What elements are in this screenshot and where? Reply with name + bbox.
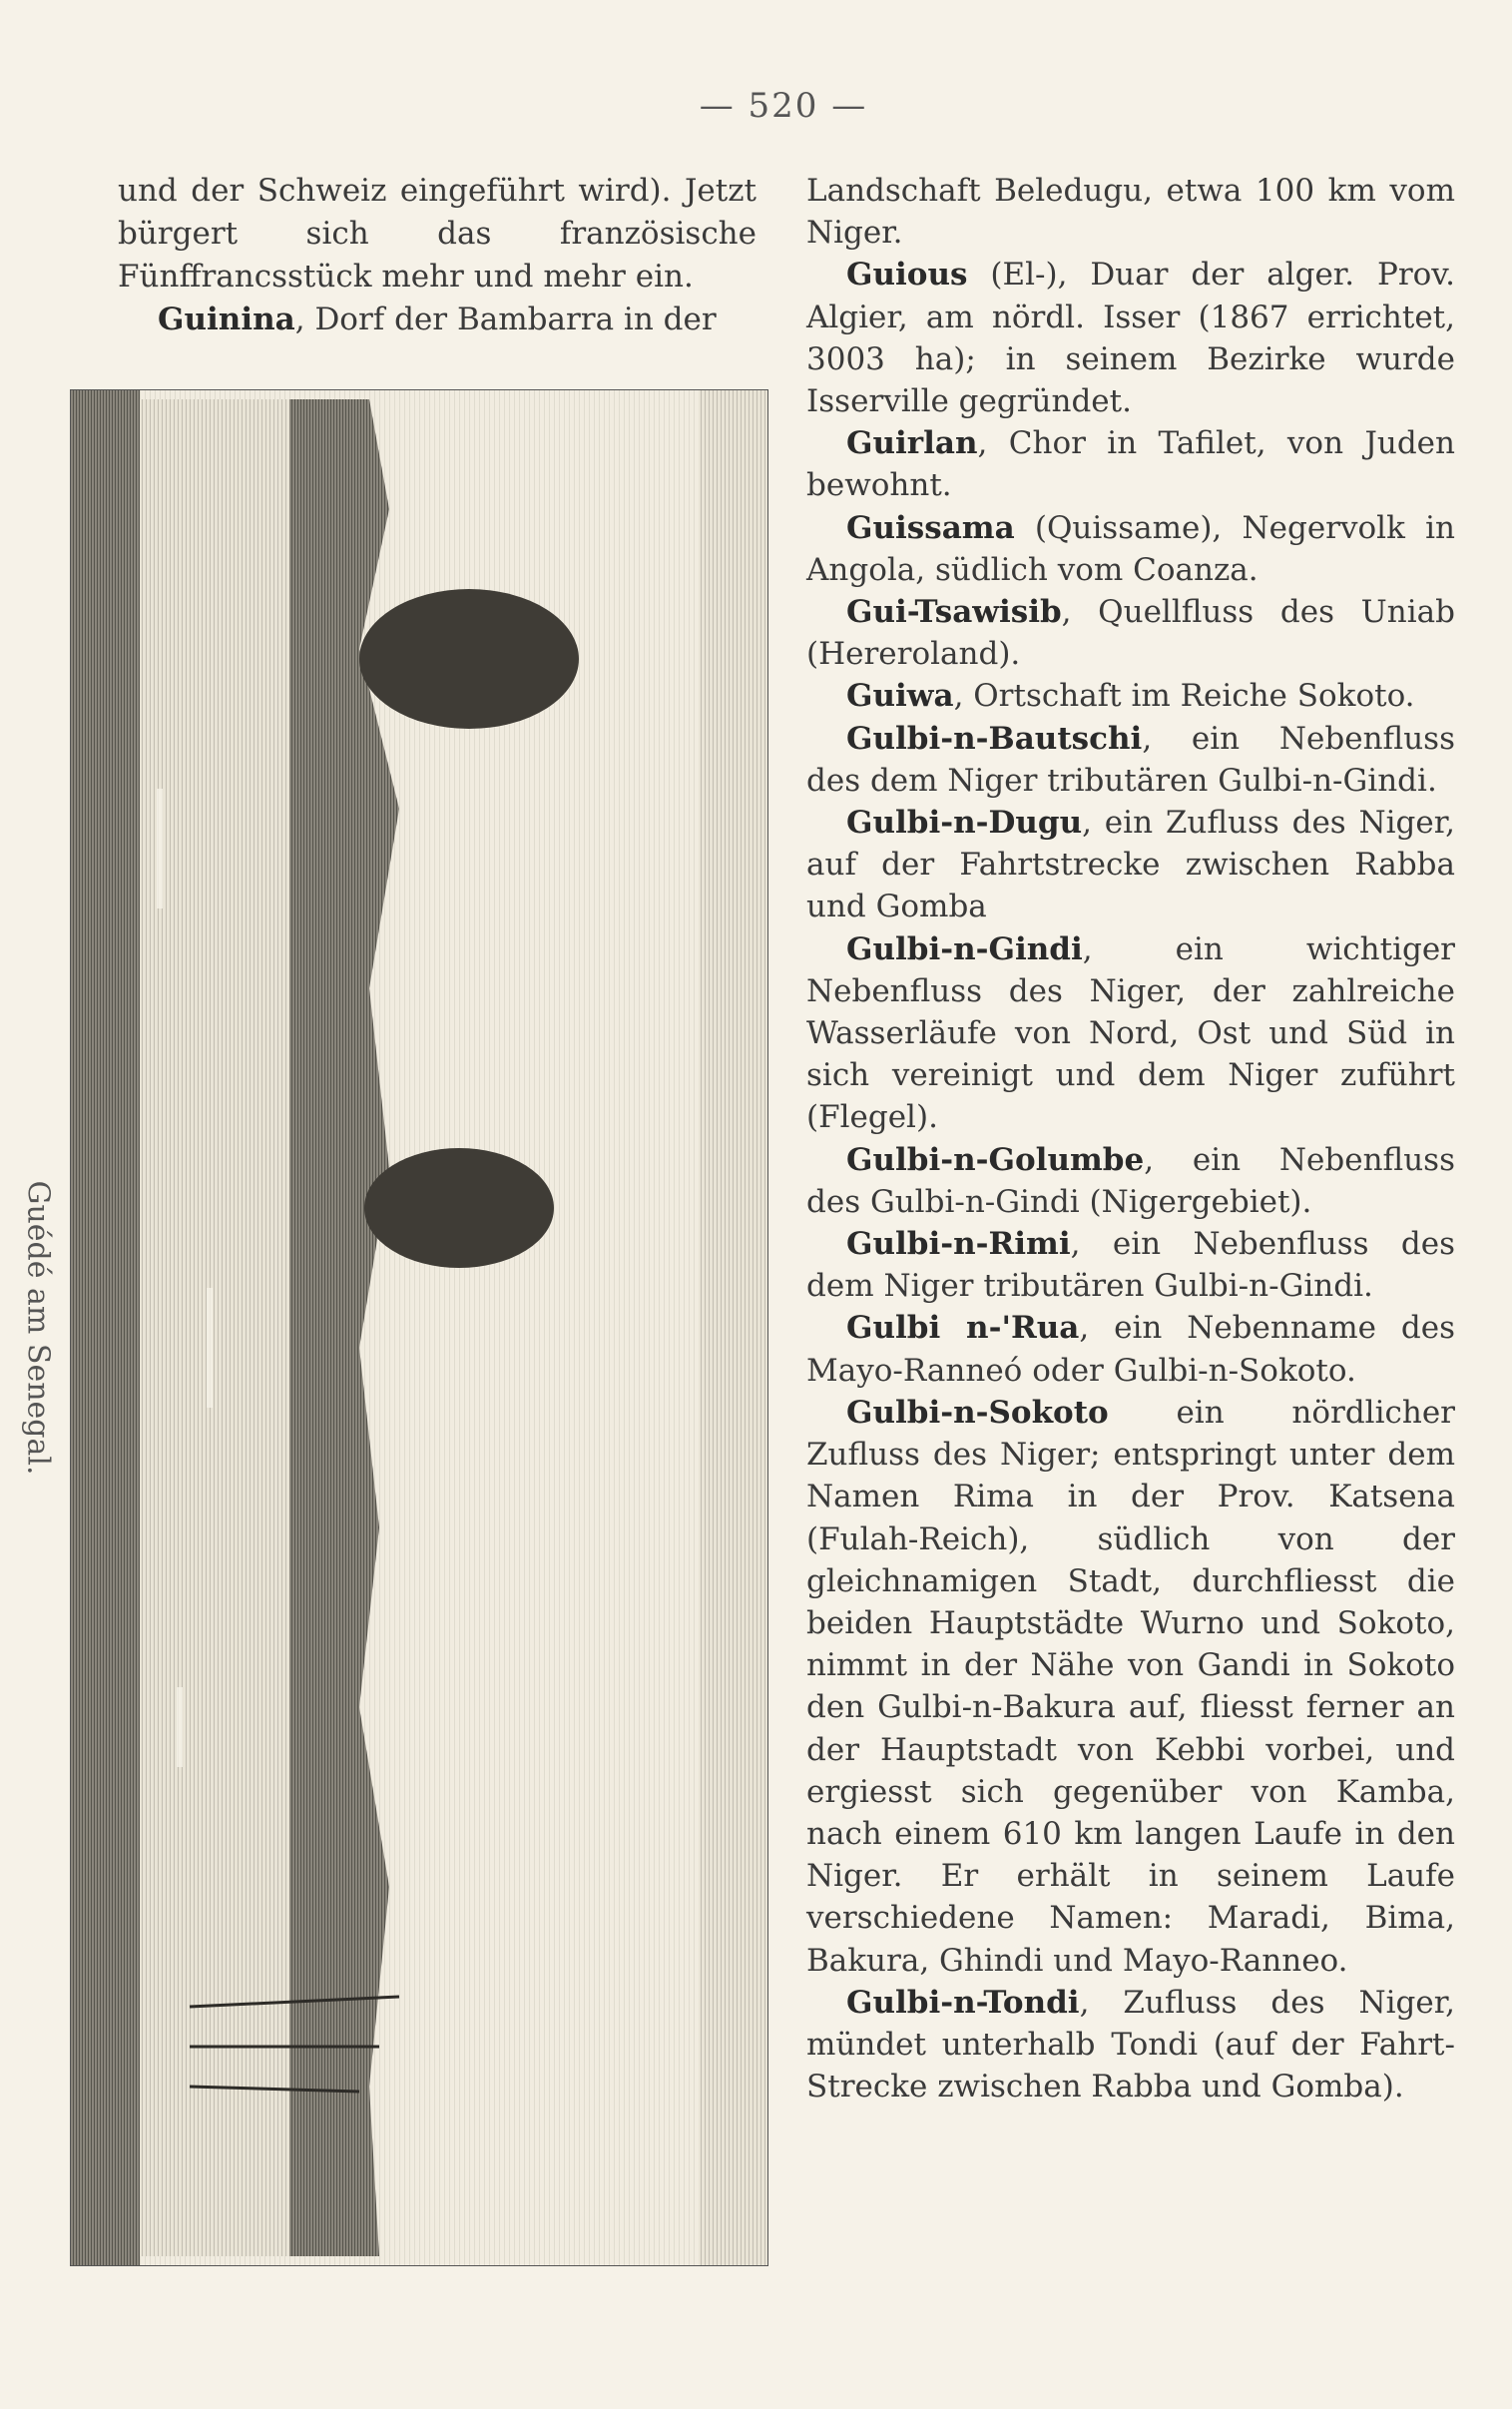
- engraving-illustration: [70, 389, 768, 2266]
- entry-body: , ein Zufluss des Niger, auf der Fahrtstrecke zwischen Rabba und Gomba: [806, 805, 1455, 925]
- tree-upper: [359, 589, 579, 729]
- entry-headword: Guissama: [846, 509, 1015, 546]
- page-number: — 520 —: [699, 86, 868, 126]
- entry-body: , Chor in Tafilet, von Juden bewohnt.: [806, 425, 1455, 504]
- right-column-text: [806, 170, 1455, 2108]
- entry-guirlan: [806, 422, 1455, 506]
- illustration-caption: [8, 1158, 68, 1498]
- entry-headword: Gulbi n-'Rua: [846, 1310, 1080, 1347]
- entry-body: , Zufluss des Niger, mündet unterhalb Tondi (auf der Fahrt-Strecke zwischen Rabba und Gomba).: [806, 1984, 1455, 2106]
- foreground-shore: [70, 389, 140, 2266]
- entry-gulbi-n-tondi: [806, 1982, 1455, 2108]
- caption-text: Guédé am Senegal.: [20, 1180, 56, 1476]
- entry-headword: Guious: [846, 257, 968, 294]
- entry-guious: [806, 254, 1455, 422]
- entry-body: , Ortschaft im Reiche Sokoto.: [953, 678, 1415, 715]
- entry-body: , ein Nebenfluss des dem Niger tributären Gulbi-n-Gindi.: [806, 720, 1455, 799]
- entry-guissama: [806, 507, 1455, 591]
- entry-body: ein nördlicher Zufluss des Niger; entspringt unter dem Namen Rima in der Prov. Katsena (Fulah-Reich), südlich von der gleichnamigen Stadt, durchfliesst die beiden Hauptstädte Wurno und Sokoto, nimmt in der Nähe von Gandi in Sokoto den Gulbi-n-Bakura auf, fliesst ferner an der Hauptstadt von Kebbi vorbei, und ergiesst sich gegenüber von Kamba, nach einem 610 km langen Laufe in den Niger. Er erhält in seinem Laufe verschiedene Namen: Maradi, Bima, Bakura, Ghindi und Mayo-Ranneo.: [806, 1394, 1455, 1979]
- entry-headword: Guiwa: [846, 678, 954, 715]
- frame-right: [699, 389, 768, 2266]
- entry-guiwa: [806, 675, 1455, 717]
- entry-headword: Gulbi-n-Rimi: [846, 1226, 1071, 1263]
- entry-body: , Dorf der Bambarra in der: [294, 301, 717, 337]
- entry-headword: Gulbi-n-Dugu: [846, 805, 1083, 842]
- entry-gulbi-n-rimi: [806, 1223, 1455, 1307]
- entry-headword: Gulbi-n-Sokoto: [846, 1394, 1109, 1431]
- entry-body: , ein Nebenname des Mayo-Ranneó oder Gulbi-n-Sokoto.: [806, 1310, 1455, 1389]
- entry-body: (Quissame), Negervolk in Angola, südlich vom Coanza.: [806, 509, 1455, 588]
- entry-headword: Guirlan: [846, 425, 978, 462]
- entry-guinina: [118, 299, 756, 341]
- left-column-text: [118, 170, 756, 341]
- entry-headword: Gulbi-n-Bautschi: [846, 720, 1143, 757]
- entry-headword: Gulbi-n-Gindi: [846, 930, 1083, 967]
- river-water: [140, 399, 289, 2256]
- entry-headword: Gui-Tsawisib: [846, 594, 1062, 631]
- entry-gulbi-n-sokoto: [806, 1392, 1455, 1982]
- entry-headword: Guinina: [158, 301, 295, 337]
- entry-body: , ein Nebenfluss des Gulbi-n-Gindi (Nigergebiet).: [806, 1141, 1455, 1220]
- left-continuation-text: und der Schweiz eingeführt wird). Jetzt bürgert sich das französische Fünffrancsstück mehr und mehr ein.: [118, 173, 756, 295]
- tree-middle: [364, 1148, 554, 1268]
- entry-gulbi-n-dugu: [806, 802, 1455, 928]
- entry-body: , Quellfluss des Uniab (Hereroland).: [806, 594, 1455, 673]
- entry-gulbi-n-gindi: [806, 928, 1455, 1139]
- entry-gulbi-n-rua: [806, 1307, 1455, 1391]
- entry-body: , ein Nebenfluss des dem Niger tributären Gulbi-n-Gindi.: [806, 1226, 1455, 1305]
- entry-body: (El-), Duar der alger. Prov. Algier, am nördl. Isser (1867 errichtet, 3003 ha); in seinem Bezirke wurde Isserville gegründet.: [806, 257, 1455, 420]
- entry-gui-tsawisib: [806, 591, 1455, 675]
- right-continuation-text: Landschaft Beledugu, etwa 100 km vom Niger.: [806, 173, 1455, 252]
- entry-headword: Gulbi-n-Tondi: [846, 1984, 1080, 2021]
- entry-body: , ein wichtiger Nebenfluss des Niger, der zahlreiche Wasserläufe von Nord, Ost und Süd in sich vereinigt und dem Niger zuführt (Flegel).: [806, 930, 1455, 1136]
- entry-gulbi-n-golumbe: [806, 1139, 1455, 1223]
- entry-headword: Gulbi-n-Golumbe: [846, 1141, 1145, 1178]
- entry-gulbi-n-bautschi: [806, 718, 1455, 802]
